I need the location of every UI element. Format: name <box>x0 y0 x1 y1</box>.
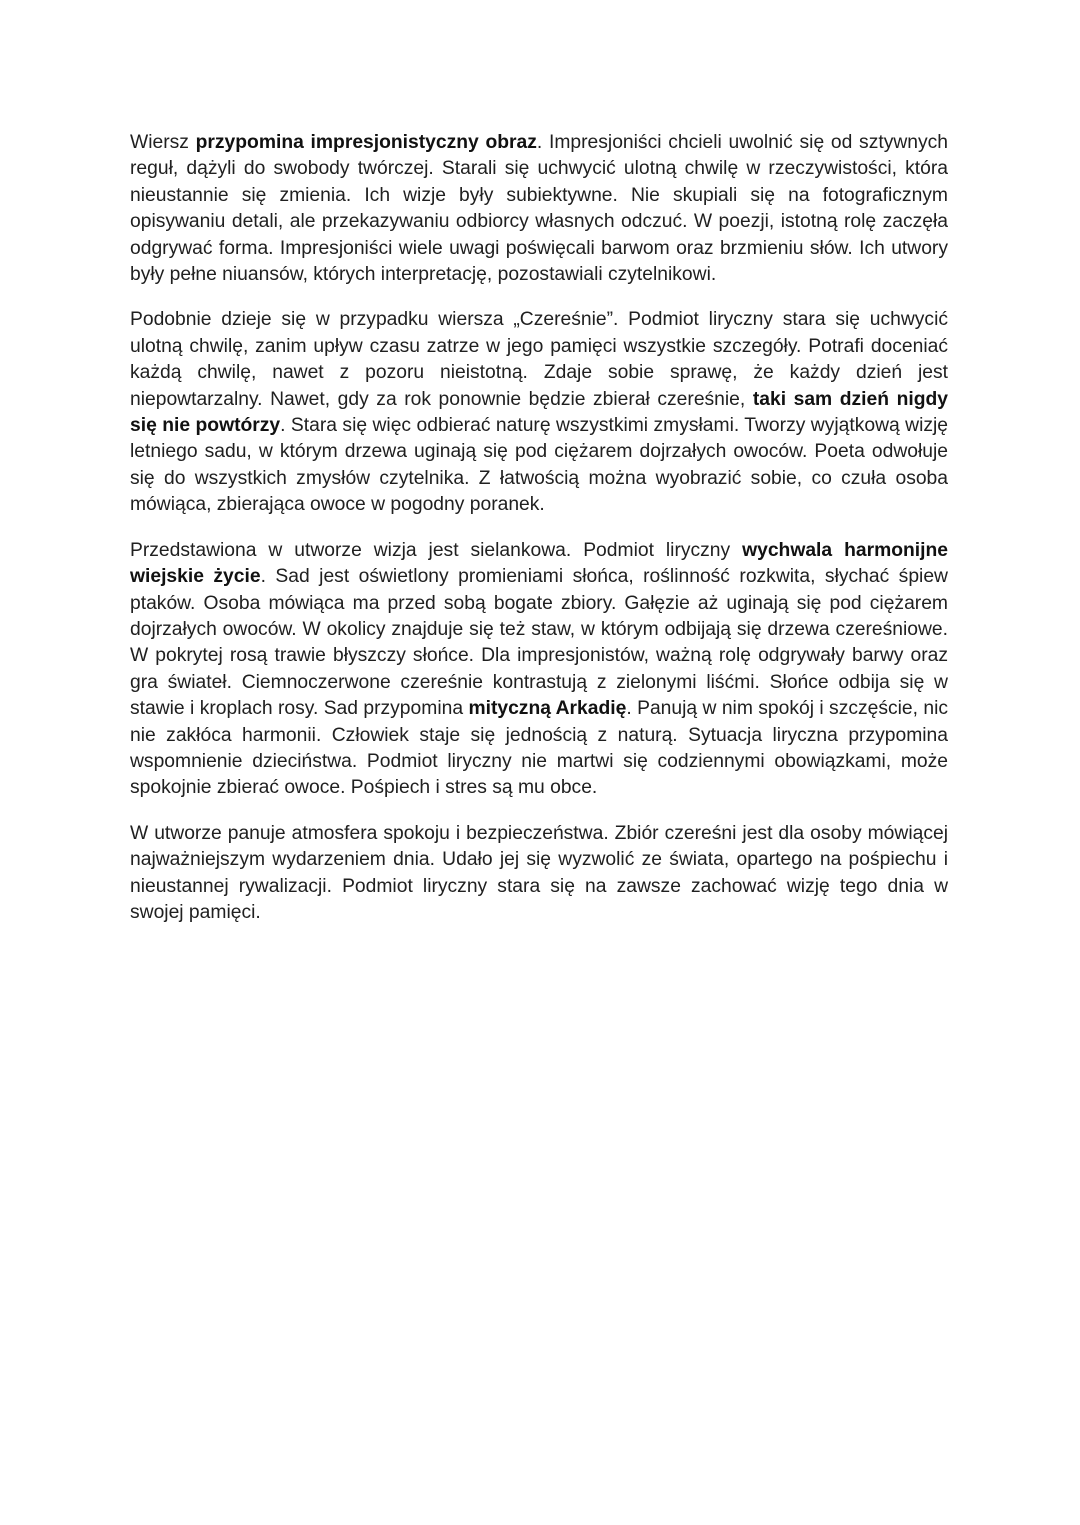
text-run: . Sad jest oświetlony promieniami słońca, roślinność rozkwita, słychać śpiew ptaków. Osoba mówiąca ma przed sobą bogate zbiory. Gałęzie aż uginają się pod ciężarem dojrzałych owoców. W okolicy znajduje się też staw, w którym odbijają się drzewa czereśniowe. W pokrytej rosą trawie błyszczy słońce. Dla impresjonistów, ważną rolę odgrywały barwy oraz gra świateł. Ciemnoczerwone czereśnie kontrastują z zielonymi liśćmi. Słońce odbija się w stawie i kroplach rosy. Sad przypomina <box>130 566 948 720</box>
text-run: . Panują w nim spokój i szczęście, nic nie zakłóca harmonii. Człowiek staje się jednością z naturą. Sytuacja liryczna przypomina wspomnienie dzieciństwa. Podmiot liryczny nie martwi się codziennymi obowiązkami, może spokojnie zbierać owoce. Pośpiech i stres są mu obce. <box>130 698 949 799</box>
document-body <box>130 130 948 945</box>
paragraph-1 <box>130 130 948 288</box>
bold-phrase: mityczną Arkadię <box>468 698 627 720</box>
bold-phrase: przypomina impresjonistyczny obraz <box>195 132 537 153</box>
text-run: Wiersz <box>130 132 196 153</box>
text-run: Przedstawiona w utworze wizja jest sielankowa. Podmiot liryczny <box>130 539 743 561</box>
paragraph-4 <box>130 821 948 927</box>
paragraph-2 <box>130 307 948 518</box>
paragraph-3 <box>130 538 948 802</box>
text-run: . Stara się więc odbierać naturę wszystkimi zmysłami. Tworzy wyjątkową wizję letniego sadu, w którym drzewa uginają się pod ciężarem dojrzałych owoców. Poeta odwołuje się do wszystkich zmysłów czytelnika. Z łatwością można wyobrazić sobie, co czuła osoba mówiąca, zbierająca owoce w pogodny poranek. <box>130 415 948 516</box>
bold-phrase: taki sam dzień nigdy się nie powtórzy <box>130 388 948 437</box>
text-run: Podobnie dzieje się w przypadku wiersza „Czereśnie”. Podmiot liryczny stara się uchwycić ulotną chwilę, zanim upływ czasu zatrze w jego pamięci wszystkie szczegóły. Potrafi doceniać każdą chwilę, nawet z pozoru nieistotną. Zdaje sobie sprawę, że każdy dzień jest niepowtarzalny. Nawet, gdy za rok ponownie będzie zbierał czereśnie, <box>130 309 948 410</box>
text-run: . Impresjoniści chcieli uwolnić się od sztywnych reguł, dążyli do swobody twórczej. Starali się uchwycić ulotną chwilę w rzeczywistości, która nieustannie się zmienia. Ich wizje były subiektywne. Nie skupiali się na fotograficznym opisywaniu detali, ale przekazywaniu odbiorcy własnych odczuć. W poezji, istotną rolę zaczęła odgrywać forma. Impresjoniści wiele uwagi poświęcali barwom oraz brzmieniu słów. Ich utwory były pełne niuansów, których interpretację, pozostawiali czytelnikowi. <box>130 132 948 286</box>
bold-phrase: wychwala harmonijne wiejskie życie <box>130 539 948 588</box>
text-run: W utworze panuje atmosfera spokoju i bezpieczeństwa. Zbiór czereśni jest dla osoby mówiącej najważniejszym wydarzeniem dnia. Udało jej się wyzwolić ze świata, opartego na pośpiechu i nieustannej rywalizacji. Podmiot liryczny stara się na zawsze zachować wizję tego dnia w swojej pamięci. <box>130 822 948 923</box>
